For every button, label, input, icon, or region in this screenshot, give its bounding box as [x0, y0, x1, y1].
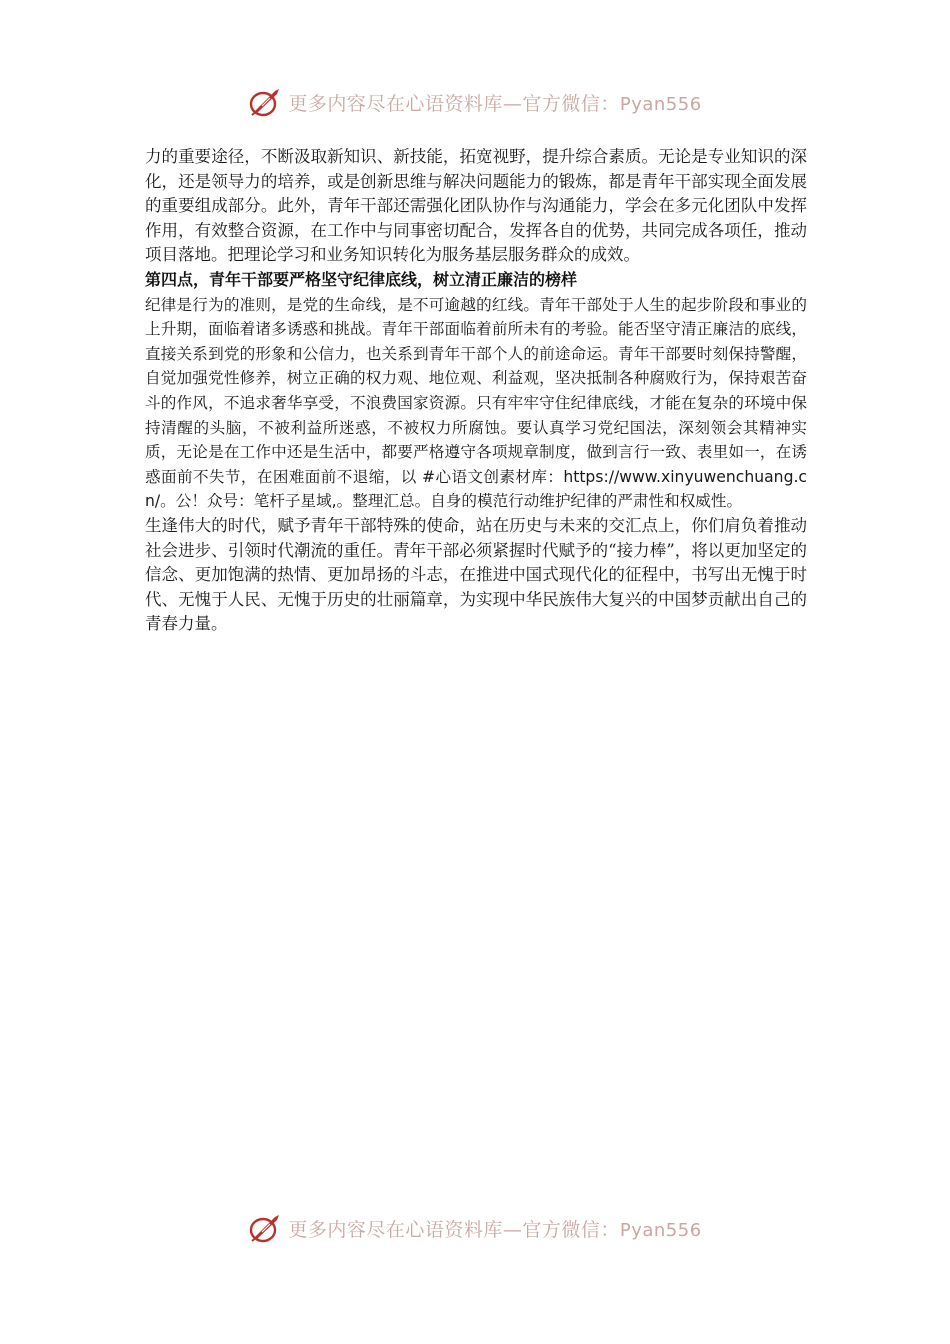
header-banner-text [288, 89, 701, 116]
footer-banner-text [288, 1215, 701, 1242]
header-wechat-id: Pyan556 [619, 93, 702, 115]
quill-logo-icon [248, 1211, 282, 1245]
section-heading: 第四点，青年干部要严格坚守纪律底线，树立清正廉洁的榜样 [145, 269, 578, 289]
footer-banner [0, 1208, 950, 1248]
footer-banner-label: 更多内容尽在心语资料库—官方微信： [288, 1218, 620, 1241]
header-banner-label: 更多内容尽在心语资料库—官方微信： [288, 92, 620, 115]
paragraph-1: 力的重要途径，不断汲取新知识、新技能，拓宽视野，提升综合素质。无论是专业知识的深化，还是领导力的培养，或是创新思维与解决问题能力的锻炼，都是青年干部实现全面发展的重要组成部分。此外，青年干部还需强化团队协作与沟通能力，学会在多元化团队中发挥作用，有效整合资源，在工作中与同事密切配合，发挥各自的优势，共同完成各项任，推动项目落地。把理论学习和业务知识转化为服务基层服务群众的成效。 [145, 147, 807, 265]
quill-logo-icon [248, 85, 282, 119]
footer-wechat-id: Pyan556 [619, 1219, 702, 1241]
paragraph-3: 生逢伟大的时代，赋予青年干部特殊的使命，站在历史与未来的交汇点上，你们肩负着推动社会进步、引领时代潮流的重任。青年干部必须紧握时代赋予的“接力棒”，将以更加坚定的信念、更加饱满的热情、更加昂扬的斗志，在推进中国式现代化的征程中，书写出无愧于时代、无愧于人民、无愧于历史的壮丽篇章，为实现中华民族伟大复兴的中国梦贡献出自己的青春力量。 [145, 515, 807, 634]
document-body [145, 145, 807, 637]
header-banner [0, 82, 950, 122]
paragraph-2: 纪律是行为的准则，是党的生命线，是不可逾越的红线。青年干部处于人生的起步阶段和事业的上升期，面临着诸多诱惑和挑战。青年干部面临着前所未有的考验。能否坚守清正廉洁的底线，直接关系到党的形象和公信力，也关系到青年干部个人的前途命运。青年干部要时刻保持警醒，自觉加强党性修养，树立正确的权力观、地位观、利益观，坚决抵制各种腐败行为，保持艰苦奋斗的作风，不追求奢华享受，不浪费国家资源。只有牢牢守住纪律底线，才能在复杂的环境中保持清醒的头脑，不被利益所迷惑，不被权力所腐蚀。要认真学习党纪国法，深刻领会其精神实质，无论是在工作中还是生活中，都要严格遵守各项规章制度，做到言行一致、表里如一，在诱惑面前不失节，在困难面前不退缩，以 #心语文创素材库：https://www.xinyuwenchuang.cn/。公！众号：笔杆子星域,。整理汇总。自身的模范行动维护纪律的严肃性和权威性。 [145, 295, 807, 511]
